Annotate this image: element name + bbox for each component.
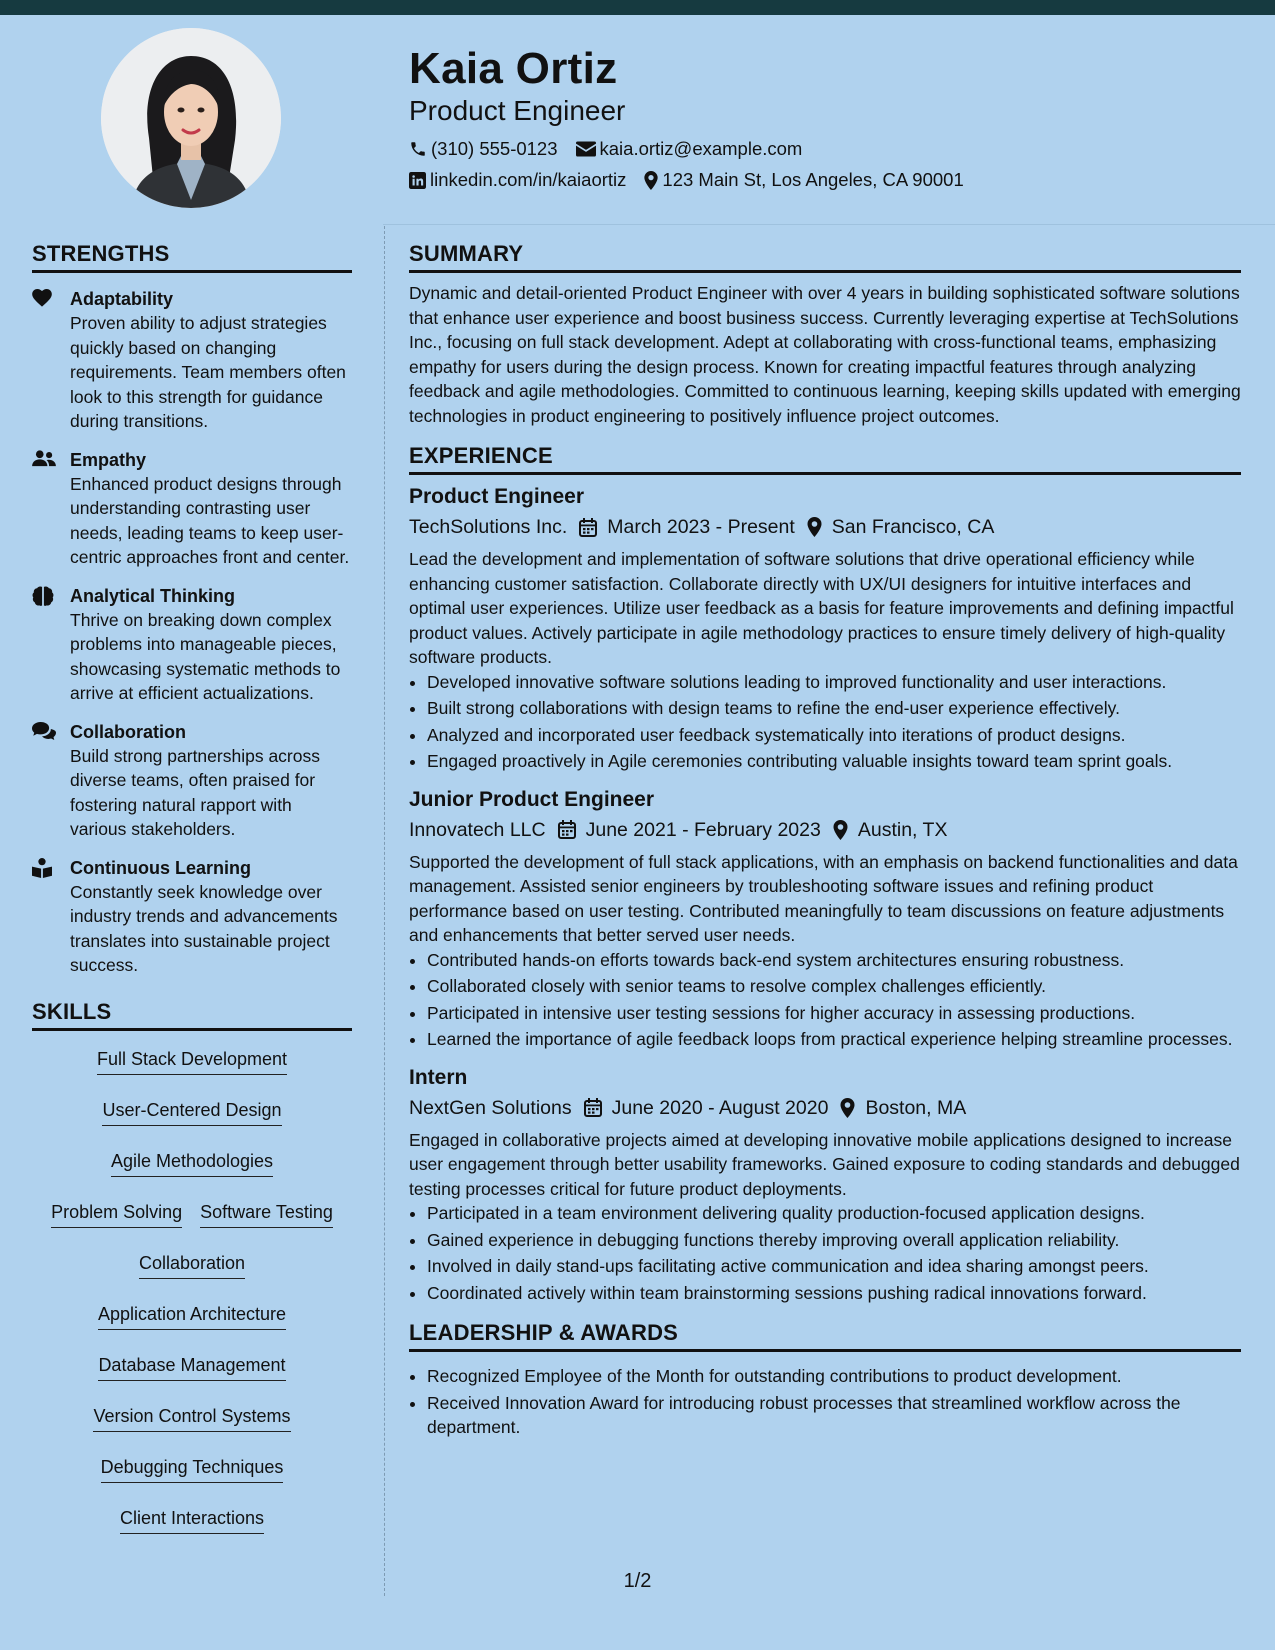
skill-tag: Collaboration bbox=[139, 1251, 245, 1279]
job-entry bbox=[409, 1064, 1241, 1306]
candidate-title: Product Engineer bbox=[409, 95, 626, 126]
job-meta bbox=[409, 816, 1241, 844]
top-bar bbox=[0, 0, 1275, 15]
bullet-item: • Collaborated closely with senior teams to resolve complex challenges efficiently. bbox=[427, 974, 1241, 999]
bullet-item: • Analyzed and incorporated user feedback systematically into iterations of product designs. bbox=[427, 723, 1241, 748]
job-company: Innovatech LLC bbox=[409, 818, 546, 841]
book-reader-icon bbox=[32, 858, 52, 878]
candidate-name: Kaia Ortiz bbox=[409, 44, 618, 93]
job-description: Supported the development of full stack applications, with an emphasis on backend functionalities and data management. Assisted senior engineers by troubleshooting software issues and refining product performance based on user testing. Contributed meaningfully to team discussions on feature adjustments and enhancements that better served user needs. bbox=[409, 851, 1238, 945]
job-company: TechSolutions Inc. bbox=[409, 516, 568, 538]
bullet-item: • Coordinated actively within team brainstorming sessions pushing radical innovations forward. bbox=[427, 1281, 1241, 1306]
linkedin-contact[interactable] bbox=[409, 168, 626, 192]
skill-tag: Application Architecture bbox=[98, 1302, 286, 1330]
calendar-icon bbox=[579, 518, 597, 537]
strength-description: Enhanced product designs through understanding contrasting user needs, leading teams to keep user-centric approaches front and center. bbox=[70, 473, 350, 567]
leadership-list bbox=[409, 1364, 1241, 1440]
strength-item bbox=[32, 448, 352, 570]
bullet-item: • Participated in intensive user testing sessions for higher accuracy in assessing productions. bbox=[427, 1001, 1241, 1026]
linkedin-icon bbox=[409, 172, 426, 189]
strength-description: Constantly seek knowledge over industry trends and advancements translates into sustainable project success. bbox=[70, 881, 338, 975]
strength-item bbox=[32, 584, 352, 706]
job-role: Product Engineer bbox=[409, 485, 585, 508]
strength-title: Empathy bbox=[70, 449, 147, 470]
job-meta bbox=[409, 1094, 1241, 1122]
job-role: Intern bbox=[409, 1065, 468, 1089]
job-role: Junior Product Engineer bbox=[409, 787, 655, 811]
skill-tag: Full Stack Development bbox=[97, 1047, 287, 1075]
comments-icon bbox=[32, 722, 56, 740]
bullet-item: • Contributed hands-on efforts towards back-end system architectures ensuring robustness. bbox=[427, 948, 1241, 973]
address-text: 123 Main St, Los Angeles, CA 90001 bbox=[662, 169, 964, 190]
skill-tag: Debugging Techniques bbox=[101, 1455, 284, 1483]
heart-icon bbox=[32, 289, 52, 307]
bullet-item: • Received Innovation Award for introducing robust processes that streamlined workflow across the department. bbox=[427, 1391, 1241, 1440]
job-bullets bbox=[409, 948, 1241, 1052]
phone-text: (310) 555-0123 bbox=[431, 138, 558, 159]
job-location: Austin, TX bbox=[857, 818, 948, 841]
job-description: Lead the development and implementation of software solutions that drive operational efficiency while enhancing customer satisfaction. Collaborate directly with UX/UI designers for intuitive interfaces and optimal user experiences. Utilize user feedback as a basis for feature improvements and defining impactful product values. Actively participate in agile methodology practices to ensure timely delivery of high-quality software products. bbox=[409, 549, 1234, 667]
skill-tag: User-Centered Design bbox=[102, 1098, 281, 1126]
calendar-icon bbox=[558, 820, 576, 839]
skill-tag: Software Testing bbox=[200, 1200, 333, 1228]
skill-tag: Agile Methodologies bbox=[111, 1149, 273, 1177]
skills-title: SKILLS bbox=[32, 998, 352, 1031]
bullet-item: • Engaged proactively in Agile ceremonies contributing valuable insights toward team sprint goals. bbox=[427, 749, 1241, 774]
strength-item bbox=[32, 287, 352, 434]
job-bullets bbox=[409, 1201, 1241, 1305]
strength-title: Analytical Thinking bbox=[70, 585, 236, 606]
skill-tag: Problem Solving bbox=[51, 1200, 182, 1228]
bullet-item: • Learned the importance of agile feedback loops from practical experience helping streamline processes. bbox=[427, 1027, 1241, 1052]
bullet-item: • Participated in a team environment delivering quality production-focused application designs. bbox=[427, 1201, 1241, 1226]
strength-title: Collaboration bbox=[70, 721, 186, 742]
job-bullets bbox=[409, 670, 1241, 774]
summary-text: Dynamic and detail-oriented Product Engineer with over 4 years in building sophisticated software solutions that enhance user experience and boost business success. Currently leveraging expertise at TechSolutions Inc., focusing on full stack development. Adept at collaborating with cross-functional teams, emphasizing empathy for users during the design process. Known for creating impactful features through analyzing feedback and agile methodologies. Committed to continuous learning, keeping skills updated with emerging technologies in product engineering to positively influence project outcomes. bbox=[409, 283, 1241, 426]
skill-tag: Database Management bbox=[98, 1353, 285, 1381]
map-marker-icon bbox=[644, 171, 658, 190]
skill-tag: Version Control Systems bbox=[93, 1404, 290, 1432]
email-text[interactable]: kaia.ortiz@example.com bbox=[599, 138, 803, 159]
page-number: 1/2 bbox=[623, 1570, 652, 1592]
bullet-item: • Involved in daily stand-ups facilitating active communication and idea sharing amongst peers. bbox=[427, 1254, 1241, 1279]
skill-tag: Client Interactions bbox=[120, 1506, 264, 1534]
bullet-item: • Developed innovative software solutions leading to improved functionality and user interactions. bbox=[427, 670, 1241, 695]
contact-row-2 bbox=[409, 168, 982, 192]
bullet-item: • Gained experience in debugging functions thereby improving overall application reliability. bbox=[427, 1228, 1241, 1253]
strength-description: Thrive on breaking down complex problems into manageable pieces, showcasing systematic methods to arrive at efficient actualizations. bbox=[70, 609, 341, 703]
job-dates: June 2020 - August 2020 bbox=[611, 1096, 829, 1119]
experience-title: EXPERIENCE bbox=[409, 442, 1241, 475]
phone-icon bbox=[409, 140, 427, 158]
left-column bbox=[32, 240, 352, 1551]
header-rule bbox=[383, 224, 1275, 225]
users-icon bbox=[32, 450, 56, 467]
address-contact bbox=[644, 168, 963, 192]
column-divider bbox=[384, 226, 385, 1596]
job-description: Engaged in collaborative projects aimed at developing innovative mobile applications designed to increase user engagement through better usability frameworks. Gained exposure to coding standards and debugged testing processes critical for future product deployments. bbox=[409, 1129, 1240, 1199]
strength-item bbox=[32, 856, 352, 978]
summary-title: SUMMARY bbox=[409, 240, 1241, 273]
map-marker-icon bbox=[833, 820, 848, 840]
strength-title: Continuous Learning bbox=[70, 857, 251, 878]
strength-item bbox=[32, 720, 352, 842]
leadership-title: LEADERSHIP & AWARDS bbox=[409, 1319, 1241, 1352]
right-column bbox=[409, 240, 1241, 1442]
map-marker-icon bbox=[840, 1098, 855, 1118]
strength-description: Proven ability to adjust strategies quickly based on changing requirements. Team members often look to this strength for guidance during transitions. bbox=[70, 313, 346, 431]
job-location: San Francisco, CA bbox=[831, 516, 995, 538]
job-entry bbox=[409, 483, 1241, 774]
job-dates: June 2021 - February 2023 bbox=[585, 818, 821, 841]
header-info bbox=[409, 42, 982, 192]
job-dates: March 2023 - Present bbox=[607, 516, 795, 538]
strengths-title: STRENGTHS bbox=[32, 240, 352, 273]
brain-icon bbox=[32, 586, 54, 606]
skills-list bbox=[32, 1041, 352, 1551]
job-entry bbox=[409, 786, 1241, 1052]
envelope-icon bbox=[576, 141, 596, 157]
portrait-illustration bbox=[101, 28, 281, 208]
bullet-item: • Recognized Employee of the Month for outstanding contributions to product development. bbox=[427, 1364, 1241, 1389]
strength-description: Build strong partnerships across diverse teams, often praised for fostering natural rapport with various stakeholders. bbox=[70, 745, 320, 839]
phone-contact bbox=[409, 137, 558, 161]
job-meta bbox=[409, 513, 1241, 541]
linkedin-text[interactable]: linkedin.com/in/kaiaortiz bbox=[430, 169, 627, 190]
contact-row-1 bbox=[409, 137, 982, 161]
profile-photo bbox=[101, 28, 281, 208]
job-location: Boston, MA bbox=[865, 1096, 967, 1119]
calendar-icon bbox=[584, 1098, 602, 1117]
job-company: NextGen Solutions bbox=[409, 1096, 572, 1119]
email-contact[interactable] bbox=[576, 137, 803, 161]
bullet-item: • Built strong collaborations with design teams to refine the end-user experience effectively. bbox=[427, 696, 1241, 721]
strength-title: Adaptability bbox=[70, 289, 174, 309]
map-marker-icon bbox=[807, 517, 822, 537]
